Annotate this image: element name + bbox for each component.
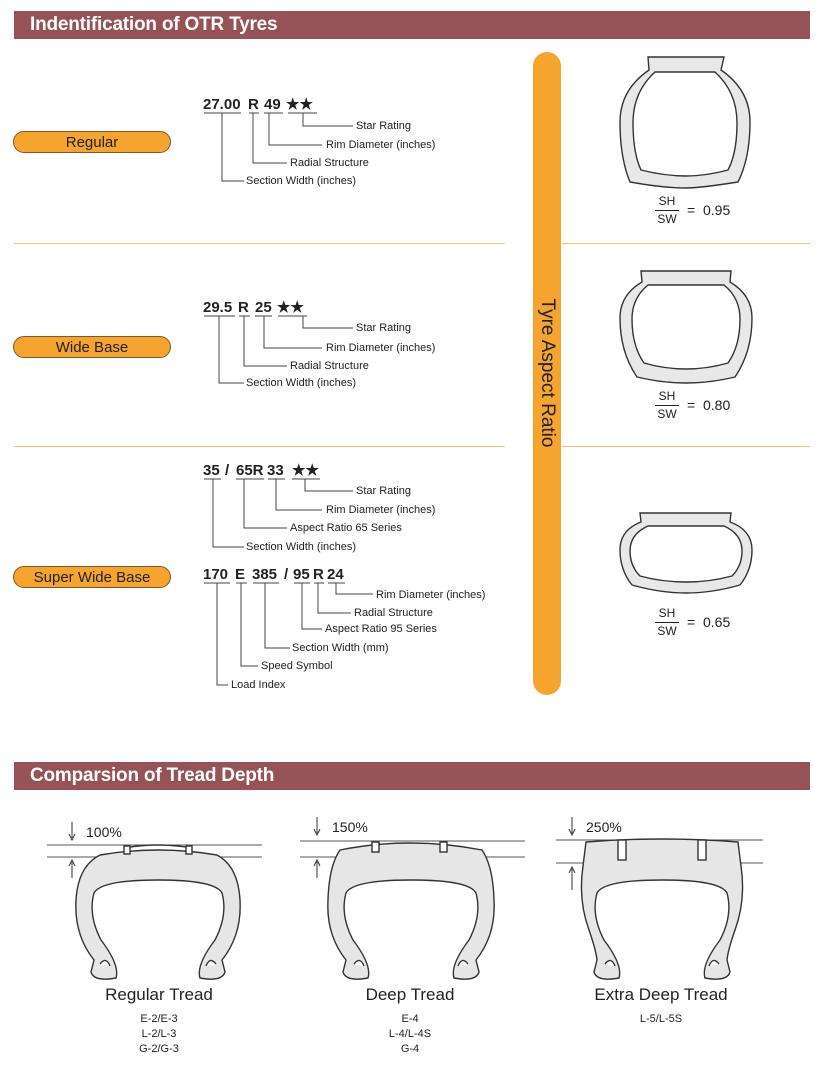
tread-code: L-5/L-5S <box>639 1013 683 1025</box>
leader-lines-super-wide-a <box>204 479 353 547</box>
leader-lines-regular <box>204 113 353 181</box>
code-stars: ★★ <box>277 299 304 316</box>
tread-depth-percent: 100% <box>86 824 122 840</box>
code-slash: / <box>225 462 230 479</box>
code-aspect: 65R <box>236 462 264 479</box>
tread-depth-percent: 150% <box>332 819 368 835</box>
label-star-rating: Star Rating <box>356 485 412 497</box>
code-structure: R <box>313 566 324 583</box>
ratio-value: 0.95 <box>703 202 731 218</box>
ratio-value: 0.65 <box>703 614 731 630</box>
code-slash: / <box>284 566 289 583</box>
label-rim-diameter: Rim Diameter (inches) <box>326 342 436 354</box>
tread-code: L-4/L-4S <box>388 1028 432 1040</box>
code-structure: R <box>248 96 259 113</box>
tread-code: G-2/G-3 <box>139 1043 179 1055</box>
aspect-ratio-label: Tyre Aspect Ratio <box>537 298 558 448</box>
ratio-numerator: SH <box>658 194 676 208</box>
label-rim-diameter: Rim Diameter (inches) <box>326 504 436 516</box>
code-width: 29.5 <box>203 299 233 316</box>
leader-lines-super-wide-b <box>204 583 373 685</box>
ratio-denominator: SW <box>657 212 677 226</box>
label-speed-symbol: Speed Symbol <box>261 660 333 672</box>
code-rim: 49 <box>264 96 281 113</box>
label-load-index: Load Index <box>231 679 286 691</box>
tread-code: E-2/E-3 <box>140 1013 178 1025</box>
tread-tyre-regular-icon <box>76 845 240 979</box>
label-radial-structure: Radial Structure <box>354 607 433 619</box>
label-radial-structure: Radial Structure <box>290 360 369 372</box>
leader-lines-wide-base <box>204 316 353 383</box>
label-section-width: Section Width (inches) <box>246 175 357 187</box>
code-rim: 24 <box>327 566 344 583</box>
equals-sign: = <box>687 614 696 630</box>
tyre-section-wide-base-icon <box>620 271 752 383</box>
section-title-tread-depth: Comparsion of Tread Depth <box>14 762 810 790</box>
code-width: 385 <box>252 566 278 583</box>
tread-name: Regular Tread <box>105 985 213 1004</box>
tread-name: Deep Tread <box>365 985 455 1004</box>
tread-code: E-4 <box>401 1013 419 1025</box>
ratio-denominator: SW <box>657 624 677 638</box>
code-structure: R <box>238 299 249 316</box>
tread-tyre-extra-deep-icon <box>581 839 742 979</box>
tread-tyre-deep-icon <box>328 842 494 979</box>
ratio-numerator: SH <box>658 389 676 403</box>
tread-code: L-2/L-3 <box>141 1028 177 1040</box>
label-aspect-ratio: Aspect Ratio 95 Series <box>325 623 437 635</box>
equals-sign: = <box>687 397 696 413</box>
section-title-identification: Indentification of OTR Tyres <box>14 11 810 39</box>
pill-super-wide-base: Super Wide Base <box>13 566 171 588</box>
ratio-denominator: SW <box>657 407 677 421</box>
label-star-rating: Star Rating <box>356 322 412 334</box>
code-stars: ★★ <box>292 462 319 479</box>
label-section-width: Section Width (inches) <box>246 541 357 553</box>
code-speed: E <box>235 566 246 583</box>
label-radial-structure: Radial Structure <box>290 157 369 169</box>
tread-depth-percent: 250% <box>586 819 622 835</box>
code-width: 27.00 <box>203 96 241 113</box>
code-width: 35 <box>203 462 220 479</box>
code-rim: 33 <box>267 462 284 479</box>
label-star-rating: Star Rating <box>356 120 412 132</box>
label-section-width: Section Width (mm) <box>292 642 389 654</box>
label-section-width: Section Width (inches) <box>246 377 357 389</box>
tread-name: Extra Deep Tread <box>594 985 728 1004</box>
label-aspect-ratio: Aspect Ratio 65 Series <box>290 522 402 534</box>
code-rim: 25 <box>255 299 272 316</box>
tyre-section-super-wide-icon <box>620 513 752 593</box>
equals-sign: = <box>687 202 696 218</box>
leader-lines <box>204 113 373 685</box>
pill-wide-base: Wide Base <box>13 336 171 358</box>
code-aspect: 95 <box>293 566 310 583</box>
ratio-value: 0.80 <box>703 397 731 413</box>
tyre-section-regular-icon <box>620 57 750 188</box>
ratio-numerator: SH <box>658 606 676 620</box>
label-rim-diameter: Rim Diameter (inches) <box>376 589 486 601</box>
tread-code: G-4 <box>400 1043 420 1055</box>
label-rim-diameter: Rim Diameter (inches) <box>326 139 436 151</box>
code-load: 170 <box>203 566 229 583</box>
code-stars: ★★ <box>286 96 313 113</box>
pill-regular: Regular <box>13 131 171 153</box>
